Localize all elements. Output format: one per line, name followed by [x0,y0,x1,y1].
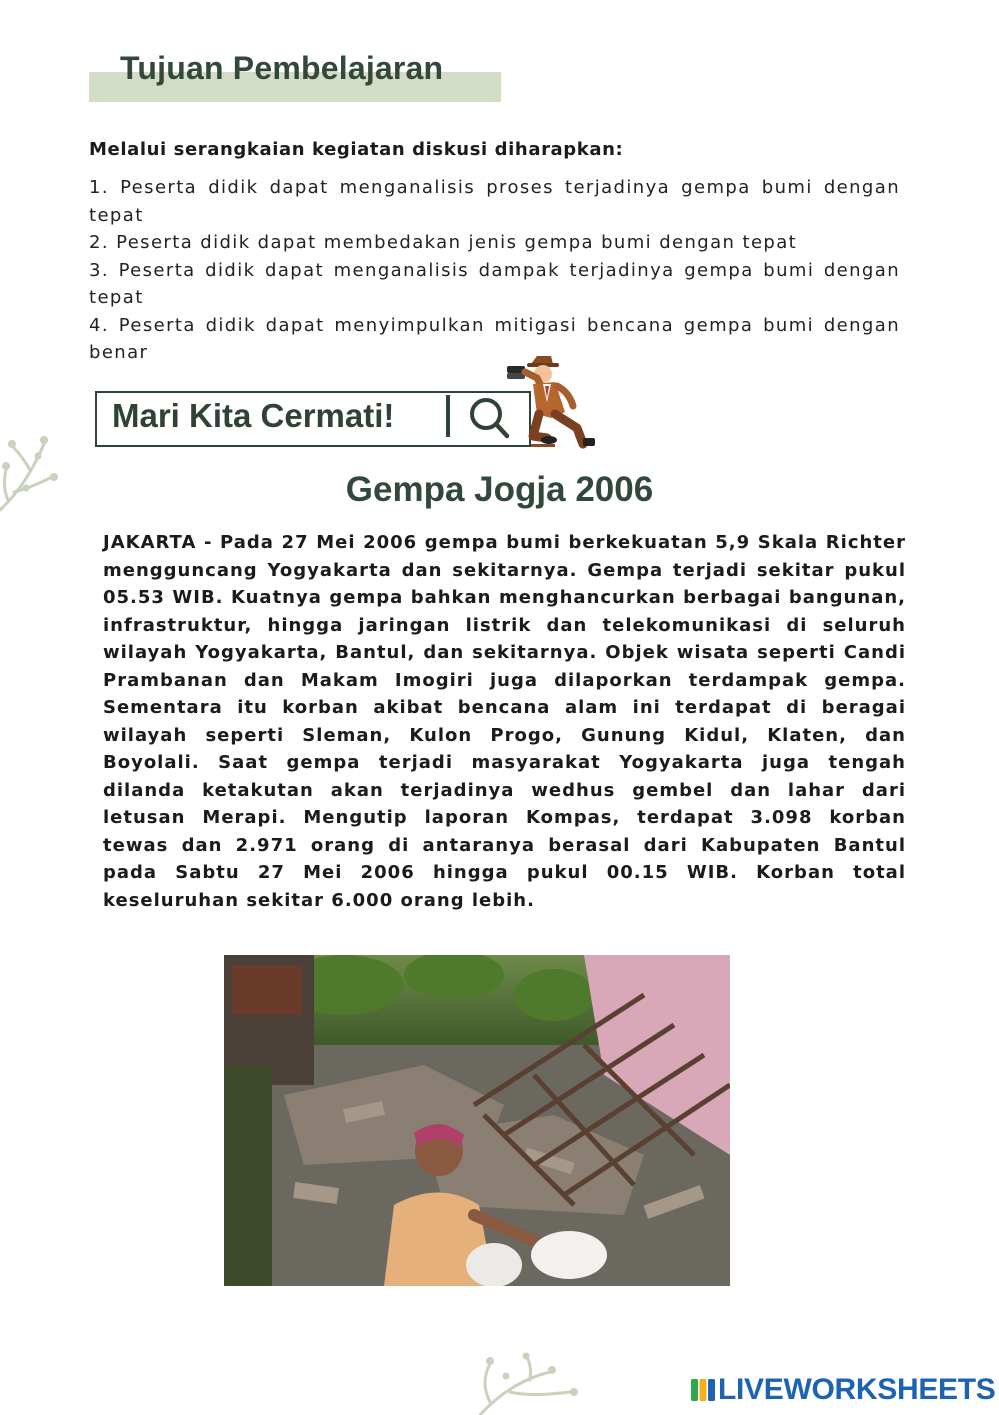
banner-divider [446,395,450,437]
objective-item: 3. Peserta didik dapat menganalisis dampak terjadinya gempa bumi dengan tepat [89,259,900,308]
objective-item: 1. Peserta didik dapat menganalisis proses terjadinya gempa bumi dengan tepat [89,177,900,226]
objectives-intro: Melalui serangkaian kegiatan diskusi diharapkan: [89,139,624,160]
liveworksheets-brand [690,1374,996,1406]
objectives-list [89,174,900,367]
objective-item: 2. Peserta didik dapat membedakan jenis gempa bumi dengan tepat [89,232,798,253]
earthquake-damage-photo [224,955,730,1286]
cermati-label: Mari Kita Cermati! [112,397,395,434]
section-title: Tujuan Pembelajaran [120,50,444,86]
brand-text: LIVEWORKSHEETS [718,1373,996,1406]
article-title: Gempa Jogja 2006 [345,470,654,509]
liveworksheets-logo-icon [690,1377,716,1403]
leaf-decoration-icon [470,1352,590,1415]
detective-binoculars-icon [503,352,603,454]
objective-item: 4. Peserta didik dapat menyimpulkan mitigasi bencana gempa bumi dengan benar [89,314,900,363]
article-body: JAKARTA - Pada 27 Mei 2006 gempa bumi berkekuatan 5,9 Skala Richter mengguncang Yogyakarta dan sekitarnya. Gempa terjadi sekitar pukul 05.53 WIB. Kuatnya gempa bahkan menghancurkan berbagai bangunan, infrastruktur, hingga jaringan listrik dan telekomunikasi di seluruh wilayah Yogyakarta, Bantul, dan sekitarnya. Objek wisata seperti Candi Prambanan dan Makam Imogiri juga dilaporkan terdampak gempa. Sementara itu korban akibat bencana alam ini terdapat di beragai wilayah seperti Sleman, Kulon Progo, Gunung Kidul, Klaten, dan Boyolali. Saat gempa terjadi masyarakat Yogyakarta juga tengah dilanda ketakutan akan terjadinya wedhus gembel dan lahar dari letusan Merapi. Mengutip laporan Kompas, terdapat 3.098 korban tewas dan 2.971 orang di antaranya berasal dari Kabupaten Bantul pada Sabtu 27 Mei 2006 hingga pukul 00.15 WIB. Korban total keseluruhan sekitar 6.000 orang lebih. [103,532,906,911]
